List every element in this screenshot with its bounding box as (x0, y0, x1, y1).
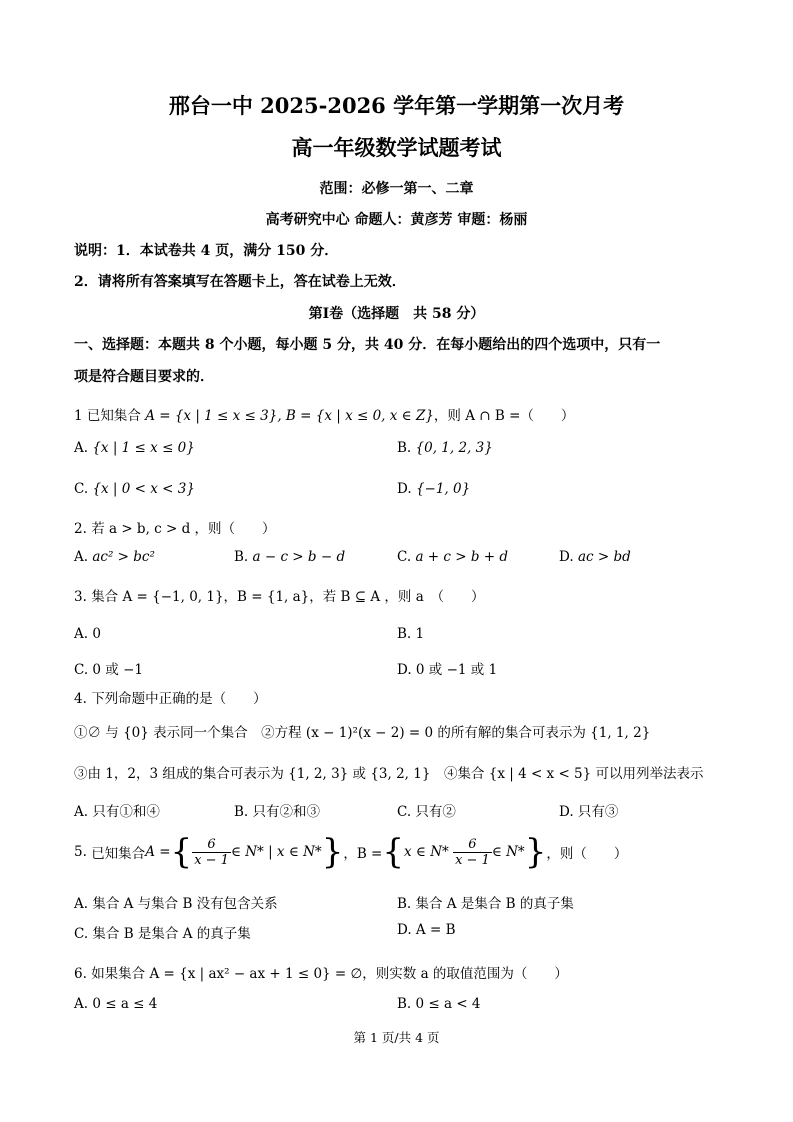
set-a-condition: ∈ N* | x ∈ N* (230, 844, 322, 860)
question-2-stem (74, 517, 276, 537)
fraction-b (453, 837, 492, 868)
numerator: 6 (453, 837, 492, 853)
question-5-stem (74, 830, 627, 874)
right-brace: } (321, 832, 344, 872)
denominator: x − 1 (194, 852, 229, 868)
page-number: 第 1 页/共 4 页 (353, 1030, 440, 1045)
set-a-label: A = (145, 844, 171, 860)
statement-line-1: ①∅ 与 {0} 表示同一个集合 ②方程 (x − 1)²(x − 2) = 0 的所有解的集合可表示为 {1, 1, 2} (74, 725, 651, 741)
option-a (74, 549, 155, 565)
option-label: C. (397, 549, 412, 565)
set-a: A = {x | 1 ≤ x ≤ 3} (145, 408, 278, 424)
question-6-stem (74, 962, 568, 982)
option-label: D. (397, 481, 412, 497)
option-value: {0, 1, 2, 3} (415, 440, 493, 456)
left-brace: { (382, 832, 404, 872)
option-label: A. (74, 440, 89, 456)
exam-scope: 范围：必修一第一、二章 (319, 181, 474, 197)
option-label: D. (559, 549, 574, 565)
option-a: A. 0 ≤ a ≤ 4 (74, 996, 158, 1012)
option-a: A. 只有①和④ (74, 804, 160, 820)
option-value: a + c > b + d (415, 549, 509, 565)
option-value: a − c > b − d (252, 549, 346, 565)
option-c (397, 549, 508, 565)
question-text: 下列命题中正确的是（ ） (91, 691, 267, 707)
question-number: 5. (74, 844, 87, 860)
option-label: B. (397, 440, 412, 456)
question-text: 集合 A = {−1, 0, 1}，B = {1, a}，若 B ⊆ A ，则 a （ ） (91, 589, 485, 605)
option-value: {x | 1 ≤ x ≤ 0} (92, 440, 195, 456)
question-ask: ，则（ ） (546, 846, 628, 862)
option-b (234, 549, 345, 565)
question-number: 3. (74, 589, 87, 605)
question-text: 如果集合 A = {x | ax² − ax + 1 ≤ 0} = ∅，则实数 a 的取值范围为（ ） (91, 966, 568, 982)
question-text: 已知集合 (91, 846, 146, 862)
question-number: 2. (74, 521, 87, 537)
option-c: C. 只有② (397, 804, 456, 820)
exam-subtitle: 高一年级数学试题考试 (291, 135, 502, 160)
option-value: {x | 0 < x < 3} (92, 481, 195, 497)
statement-line-2: ③由 1，2，3 组成的集合可表示为 {1, 2, 3} 或 {3, 2, 1} ④集合 {x | 4 < x < 5} 可以用列举法表示 (74, 766, 704, 782)
part-title: 第Ⅰ卷（选择题 共 58 分） (308, 306, 485, 322)
option-a (74, 440, 195, 456)
option-d: D. 0 或 −1 或 1 (397, 662, 498, 678)
note-1: 说明：1．本试卷共 4 页，满分 150 分． (74, 243, 339, 259)
option-b (397, 440, 493, 456)
option-b: B. 集合 A 是集合 B 的真子集 (397, 896, 574, 912)
option-value: ac > bd (577, 549, 631, 565)
option-c (74, 481, 195, 497)
fraction-a (192, 837, 231, 868)
denominator: x − 1 (455, 852, 490, 868)
question-number: 6. (74, 966, 87, 982)
section-intro-line2: 项是符合题目要求的． (74, 369, 214, 385)
option-d: D. A = B (397, 922, 456, 938)
question-number: 1 (74, 408, 83, 424)
option-d (559, 549, 631, 565)
option-c: C. 集合 B 是集合 A 的真子集 (74, 926, 251, 942)
section-intro-line1: 一、选择题：本题共 8 个小题，每小题 5 分，共 40 分．在每小题给出的四个选项中，只有一 (74, 337, 661, 353)
option-value: {−1, 0} (415, 481, 471, 497)
question-3-stem (74, 585, 485, 605)
numerator: 6 (192, 837, 231, 853)
option-b: B. 只有②和③ (234, 804, 321, 820)
option-b: B. 0 ≤ a < 4 (397, 996, 481, 1012)
set-b-label: ，B = (343, 846, 383, 862)
option-label: A. (74, 549, 89, 565)
left-brace: { (170, 832, 193, 872)
note-2: 2．请将所有答案填写在答题卡上，答在试卷上无效． (74, 274, 406, 290)
set-b-element: x ∈ N* (404, 844, 449, 860)
option-c: C. 0 或 −1 (74, 662, 144, 678)
option-label: B. (234, 549, 249, 565)
option-a: A. 集合 A 与集合 B 没有包含关系 (74, 896, 278, 912)
option-b: B. 1 (397, 626, 425, 642)
option-a: A. 0 (74, 626, 101, 642)
set-b: , B = {x | x ≤ 0, x ∈ Z} (277, 408, 434, 424)
question-4-stem (74, 687, 267, 707)
option-value: ac² > bc² (92, 549, 155, 565)
option-d: D. 只有③ (559, 804, 619, 820)
question-text: 已知集合 (86, 408, 141, 424)
exam-authors: 高考研究中心 命题人：黄彦芳 审题：杨丽 (265, 212, 528, 228)
set-b-condition: ∈ N* (491, 844, 525, 860)
question-ask: ，则 A ∩ B =（ ） (433, 408, 575, 424)
question-1-stem (74, 404, 574, 424)
option-label: C. (74, 481, 89, 497)
option-d (397, 481, 470, 497)
question-number: 4. (74, 691, 87, 707)
question-text: 若 a > b, c > d ，则（ ） (91, 521, 276, 537)
exam-title: 邢台一中 2025-2026 学年第一学期第一次月考 (168, 93, 625, 118)
right-brace: } (524, 832, 547, 872)
